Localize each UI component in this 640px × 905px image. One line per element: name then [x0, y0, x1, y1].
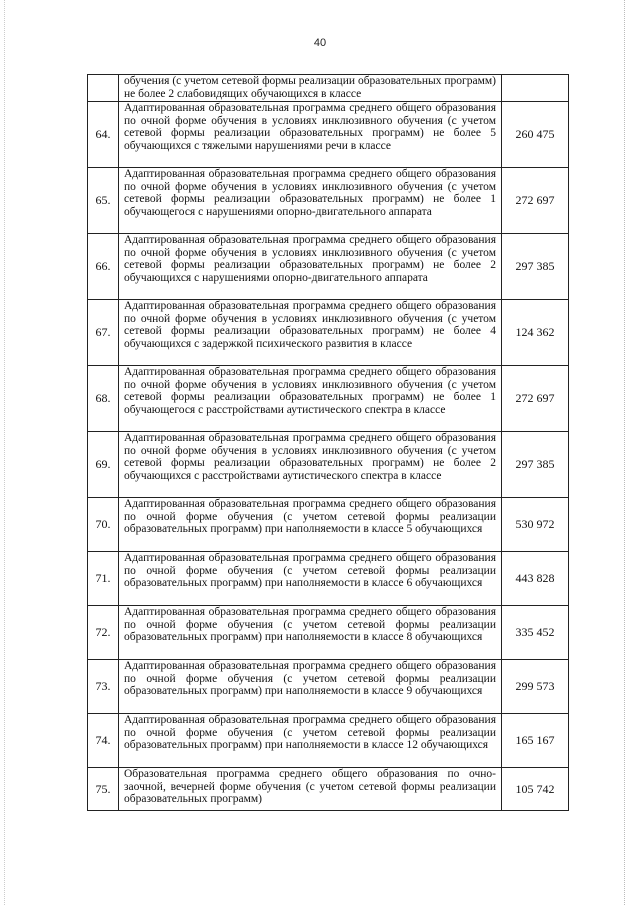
row-description: Адаптированная образовательная программа среднего общего образования по очной форме обучения (с учетом сетевой формы реализации образовательных программ) при наполняемости в классе 9 обучающихся	[119, 660, 502, 714]
row-value: 443 828	[502, 552, 569, 606]
row-value: 335 452	[502, 606, 569, 660]
row-number: 73.	[88, 660, 119, 714]
row-value: 530 972	[502, 498, 569, 552]
table-row	[88, 660, 569, 714]
table-row	[88, 75, 569, 102]
row-number: 69.	[88, 432, 119, 498]
table-row	[88, 168, 569, 234]
table-row	[88, 714, 569, 768]
table-row	[88, 606, 569, 660]
row-number: 72.	[88, 606, 119, 660]
table-row	[88, 102, 569, 168]
row-description: Адаптированная образовательная программа среднего общего образования по очной форме обучения (с учетом сетевой формы реализации образовательных программ) при наполняемости в классе 8 обучающихся	[119, 606, 502, 660]
row-value	[502, 75, 569, 102]
row-number: 66.	[88, 234, 119, 300]
page-number: 40	[313, 37, 327, 49]
row-description: Адаптированная образовательная программа среднего общего образования по очной форме обучения (с учетом сетевой формы реализации образовательных программ) при наполняемости в классе 12 обучающихся	[119, 714, 502, 768]
row-value: 272 697	[502, 366, 569, 432]
row-number: 67.	[88, 300, 119, 366]
row-description: Адаптированная образовательная программа среднего общего образования по очной форме обучения (с учетом сетевой формы реализации образовательных программ) при наполняемости в классе 6 обучающихся	[119, 552, 502, 606]
row-number: 70.	[88, 498, 119, 552]
row-description: Адаптированная образовательная программа среднего общего образования по очной форме обучения в условиях инклюзивного обучения (с учетом сетевой формы реализации образовательных программ) не более 5 обучающихся с тяжелыми нарушениями речи в классе	[119, 102, 502, 168]
row-description: Адаптированная образовательная программа среднего общего образования по очной форме обучения (с учетом сетевой формы реализации образовательных программ) при наполняемости в классе 5 обучающихся	[119, 498, 502, 552]
table-row	[88, 366, 569, 432]
row-number	[88, 75, 119, 102]
table-row	[88, 234, 569, 300]
row-description: Адаптированная образовательная программа среднего общего образования по очной форме обучения в условиях инклюзивного обучения (с учетом сетевой формы реализации образовательных программ) не более 1 обучающегося с нарушениями опорно-двигательного аппарата	[119, 168, 502, 234]
scan-right-edge	[624, 0, 626, 905]
row-description: Адаптированная образовательная программа среднего общего образования по очной форме обучения в условиях инклюзивного обучения (с учетом сетевой формы реализации образовательных программ) не более 2 обучающихся с нарушениями опорно-двигательного аппарата	[119, 234, 502, 300]
row-value: 165 167	[502, 714, 569, 768]
row-value: 272 697	[502, 168, 569, 234]
row-number: 71.	[88, 552, 119, 606]
row-value: 297 385	[502, 234, 569, 300]
row-number: 74.	[88, 714, 119, 768]
table-row	[88, 300, 569, 366]
row-description: Адаптированная образовательная программа среднего общего образования по очной форме обучения в условиях инклюзивного обучения (с учетом сетевой формы реализации образовательных программ) не более 2 обучающихся с расстройствами аутистического спектра в классе	[119, 432, 502, 498]
row-value: 260 475	[502, 102, 569, 168]
row-value: 299 573	[502, 660, 569, 714]
table-row	[88, 498, 569, 552]
row-number: 75.	[88, 768, 119, 811]
table-row	[88, 432, 569, 498]
row-value: 297 385	[502, 432, 569, 498]
row-number: 64.	[88, 102, 119, 168]
row-value: 105 742	[502, 768, 569, 811]
table-row	[88, 552, 569, 606]
row-description: обучения (с учетом сетевой формы реализации образовательных программ) не более 2 слабовидящих обучающихся в классе	[119, 75, 502, 102]
row-description: Адаптированная образовательная программа среднего общего образования по очной форме обучения в условиях инклюзивного обучения (с учетом сетевой формы реализации образовательных программ) не более 4 обучающихся с задержкой психического развития в классе	[119, 300, 502, 366]
table-row	[88, 768, 569, 811]
row-number: 65.	[88, 168, 119, 234]
cost-table	[87, 74, 569, 811]
row-value: 124 362	[502, 300, 569, 366]
row-description: Образовательная программа среднего общего образования по очно-заочной, вечерней форме обучения (с учетом сетевой формы реализации образовательных программ)	[119, 768, 502, 811]
scan-left-edge	[4, 0, 6, 905]
table-body	[88, 75, 569, 811]
row-number: 68.	[88, 366, 119, 432]
row-description: Адаптированная образовательная программа среднего общего образования по очной форме обучения в условиях инклюзивного обучения (с учетом сетевой формы реализации образовательных программ) не более 1 обучающегося с расстройствами аутистического спектра в классе	[119, 366, 502, 432]
